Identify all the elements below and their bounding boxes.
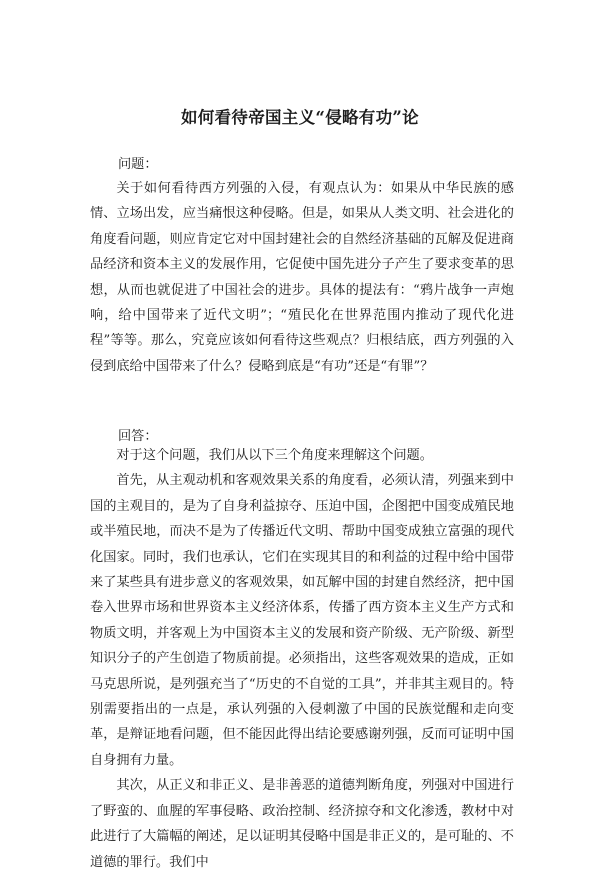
question-label: 问题： xyxy=(118,157,158,172)
document-title: 如何看待帝国主义“侵略有功”论 xyxy=(181,108,419,127)
answer-paragraph: 其次，从正义和非正义、是非善恶的道德判断角度，列强对中国进行了野蛮的、血腥的军事侵略、政治控制、经济掠夺和文化渗透，教材中对此进行了大篇幅的阐述，足以证明其侵略中国是非正义的，是可耻的、不道德的罪行。我们中 xyxy=(90,778,514,870)
answer-label: 回答： xyxy=(118,429,158,444)
question-paragraph: 关于如何看待西方列强的入侵，有观点认为：如果从中华民族的感情、立场出发，应当痛恨这种侵略。但是，如果从人类文明、社会进化的角度看问题，则应肯定它对中国封建社会的自然经济基础的瓦解及促进商品经济和资本主义的发展作用，它促使中国先进分子产生了要求变革的思想，从而也就促进了中国社会的进步。具体的提法有：“鸦片战争一声炮响，给中国带来了近代文明”；“殖民化在世界范围内推动了现代化进程”等等。那么，究竟应该如何看待这些观点？归根结底，西方列强的入侵到底给中国带来了什么？侵略到底是“有功”还是“有罪”？ xyxy=(90,181,514,374)
answer-paragraph: 对于这个问题，我们从以下三个角度来理解这个问题。 xyxy=(116,448,433,463)
question-body xyxy=(90,176,514,379)
answer-body xyxy=(90,443,514,875)
answer-paragraph: 首先，从主观动机和客观效果关系的角度看，必须认清，列强来到中国的主观目的，是为了自身利益掠夺、压迫中国，企图把中国变成殖民地或半殖民地，而决不是为了传播近代文明、帮助中国变成独立富强的现代化国家。同时，我们也承认，它们在实现其目的和利益的过程中给中国带来了某些具有进步意义的客观效果，如瓦解中国的封建自然经济，把中国卷入世界市场和世界资本主义经济体系，传播了西方资本主义生产方式和物质文明，并客观上为中国资本主义的发展和资产阶级、无产阶级、新型知识分子的产生创造了物质前提。必须指出，这些客观效果的造成，正如马克思所说，是列强充当了“历史的不自觉的工具”，并非其主观目的。特别需要指出的一点是，承认列强的入侵刺激了中国的民族觉醒和走向变革，是辩证地看问题，但不能因此得出结论要感谢列强，反而可证明中国自身拥有力量。 xyxy=(90,473,514,768)
